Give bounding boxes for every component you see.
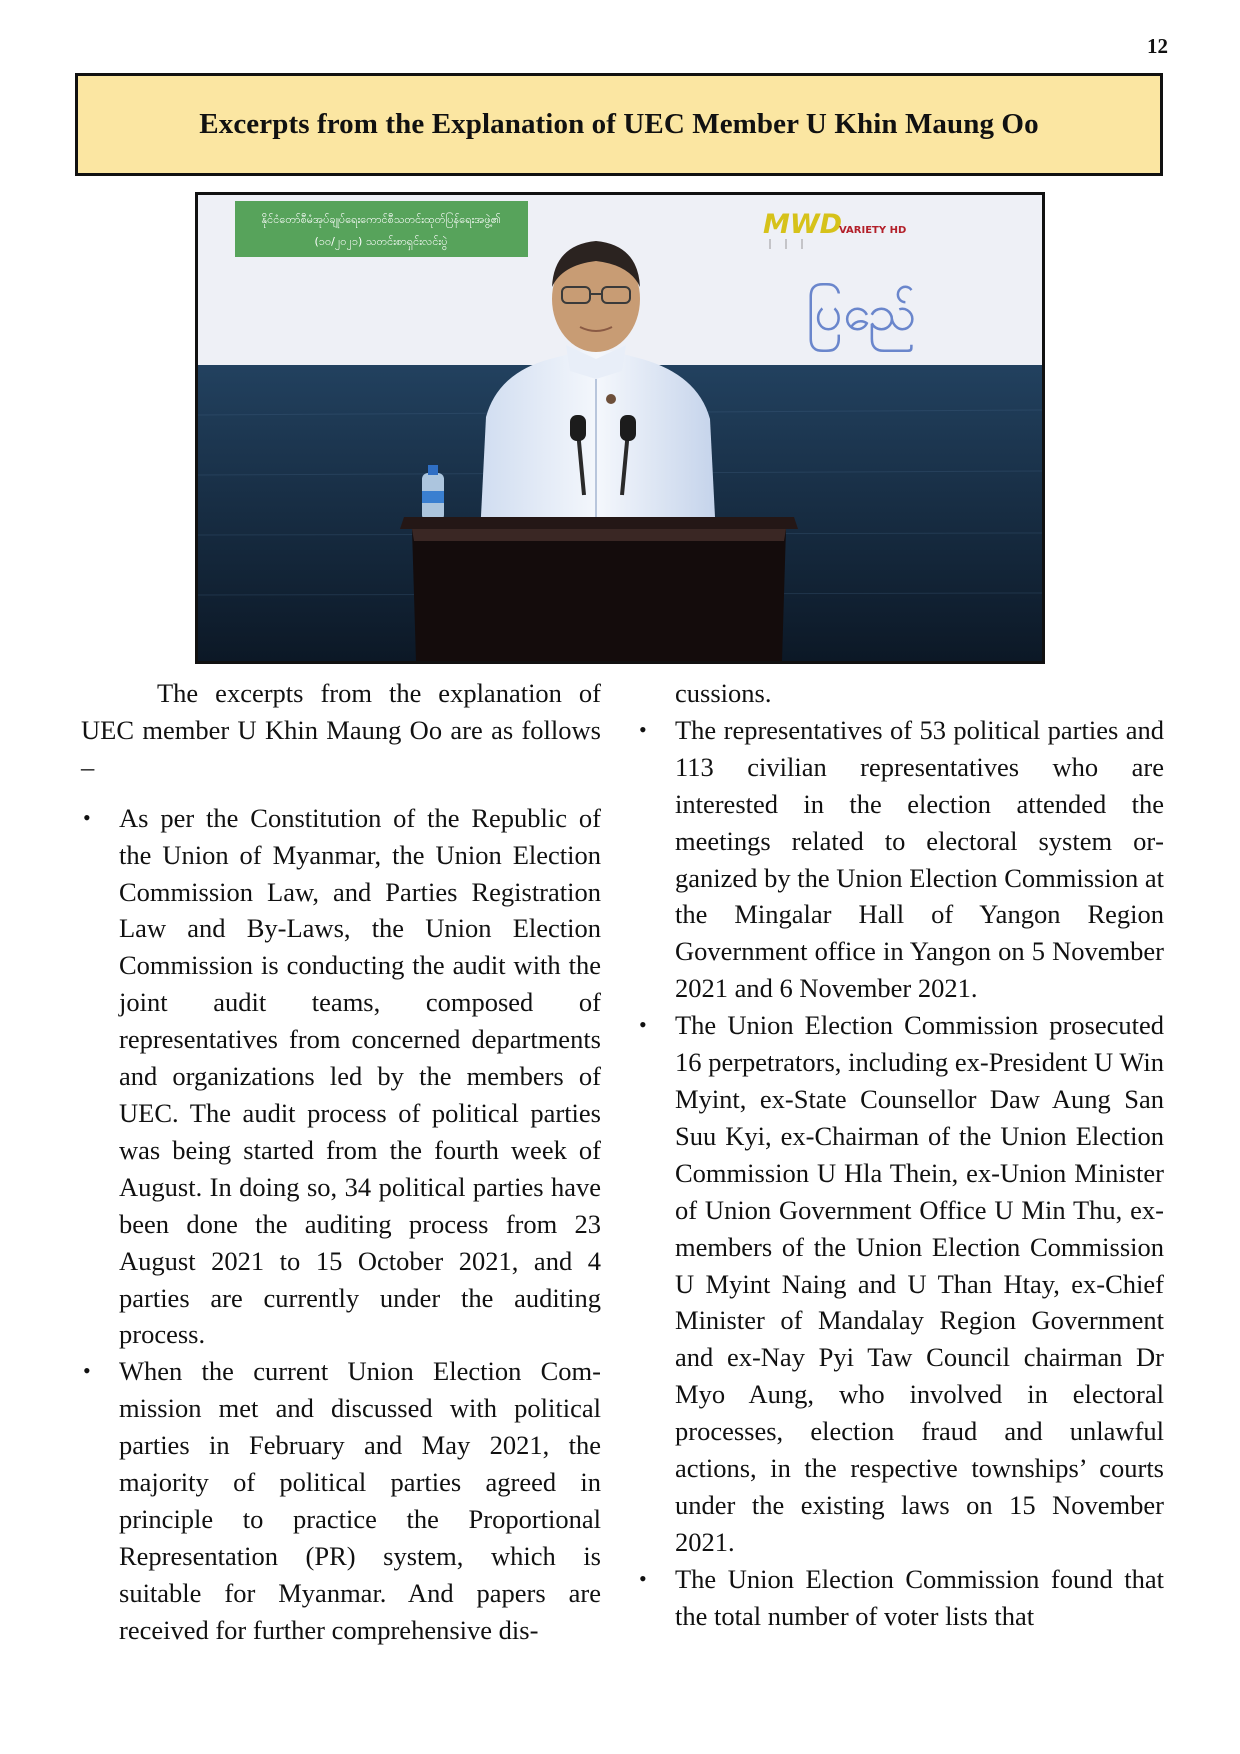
- continued-text: cussions.: [675, 678, 772, 708]
- wall-lettering: ပြည်ေ: [806, 284, 917, 342]
- bullet-item: • The representatives of 53 political parties and 113 civilian representatives who are interested in the election attended the meetings related to electoral system organized by the Union Election Commission at the Mingalar Hall of Yangon Region Government office in Yangon on 5 November 2021 and 6 November 2021.: [637, 712, 1164, 1007]
- page-number: 12: [1147, 34, 1168, 58]
- left-bullet-list: [81, 800, 601, 1649]
- bullet-item: • The Union Election Commission prosecuted 16 perpetrators, including ex-President U Win Myint, ex-State Counsellor Daw Aung San Suu Kyi, ex-Chairman of the Union Election Commission U Hla Thein, ex-Union Minister of Union Government Office U Min Thu, ex-members of the Union Election Commission U Myint Naing and U Than Htay, ex-Chief Minister of Mandalay Region Government and ex-Nay Pyi Taw Council chairman Dr Myo Aung, who involved in electoral processes, election fraud and unlawful actions, in the respective townships’ courts under the existing laws on 15 November 2021.: [637, 1007, 1164, 1561]
- title-banner: [75, 73, 1163, 176]
- bullet-item: • When the current Union Election Commission met and discussed with political parties in February and May 2021, the majority of political parties agreed in principle to practice the Proportional Representation (PR) system, which is suitable for Myanmar. And papers are received for further comprehensive dis-: [81, 1353, 601, 1648]
- intro-paragraph: The excerpts from the explanation of UEC member U Khin Maung Oo are as follows –: [81, 678, 601, 782]
- bullet-item: • The Union Election Commission found that the total number of voter lists that: [637, 1561, 1164, 1635]
- page-title: Excerpts from the Explanation of UEC Member U Khin Maung Oo: [199, 108, 1039, 140]
- news-banner: [235, 201, 528, 257]
- banner-line-2: (၁၀/၂၀၂၁) သတင်းစာရှင်းလင်းပွဲ: [314, 235, 448, 248]
- bullet-item: • As per the Constitution of the Republic of the Union of Myanmar, the Union Election Commission Law, and Parties Registration Law and By-Laws, the Union Election Commission is conducting the audit with the joint audit teams, composed of representatives from concerned departments and organizations led by the members of UEC. The audit process of political parties was being started from the fourth week of August. In doing so, 34 political parties have been done the auditing process from 23 August 2021 to 15 October 2021, and 4 parties are currently under the auditing process.: [81, 800, 601, 1354]
- speaker-photo: [195, 192, 1045, 664]
- podium: [400, 517, 798, 661]
- left-column: [81, 675, 601, 1649]
- banner-line-1: နိုင်ငံတော်စီမံအုပ်ချုပ်ရေးကောင်စီသတင်းထုတ်ပြန်ရေးအဖွဲ့၏: [261, 213, 501, 226]
- right-bullet-list: [637, 712, 1164, 1635]
- channel-logo: MWD: [763, 209, 843, 240]
- right-column: [637, 675, 1164, 1635]
- channel-logo-sub: VARIETY HD: [839, 225, 907, 236]
